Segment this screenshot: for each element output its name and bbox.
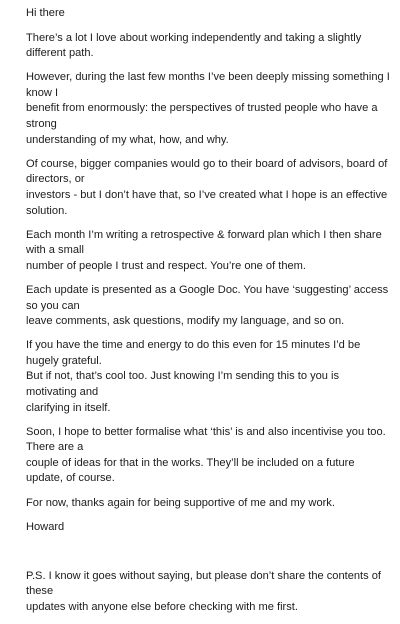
signature: Howard	[26, 520, 65, 533]
paragraph-formalise: Soon, I hope to better formalise what ‘this’ is and also incentivise you too. There are a couple of ideas for that in the works. They’ll be included on a future update, of course.	[26, 425, 386, 485]
paragraph-thanks: For now, thanks again for being supportive of me and my work.	[26, 496, 335, 509]
paragraph-google-doc: Each update is presented as a Google Doc. You have ‘suggesting’ access so you can leave comments, ask questions, modify my language, and so on.	[26, 283, 389, 328]
greeting: Hi there	[26, 7, 65, 19]
paragraph-time-energy: If you have the time and energy to do this even for 15 minutes I’d be hugely grateful. But if not, that’s cool too. Just knowing I’m sending this to you is motivating and clarifying in itself.	[26, 339, 361, 414]
paragraph-monthly-retrospective: Each month I’m writing a retrospective & forward plan which I then share with a small number of people I trust and respect. You’re one of them.	[26, 228, 382, 272]
paragraph-intro: There’s a lot I love about working independently and taking a slightly different path.	[26, 31, 362, 60]
email-body	[26, 6, 392, 624]
paragraph-missing-perspectives: However, during the last few months I’ve been deeply missing something I know I benefit from enormously: the perspectives of trusted people who have a strong understanding of my what, how, and why.	[26, 71, 390, 146]
spacer	[26, 544, 392, 569]
paragraph-board-advisors: Of course, bigger companies would go to their board of advisors, board of directors, or investors - but I don’t have that, so I’ve created what I hope is an effective solution.	[26, 157, 388, 217]
postscript: P.S. I know it goes without saying, but please don’t share the contents of these updates with anyone else before checking with me first.	[26, 569, 382, 613]
